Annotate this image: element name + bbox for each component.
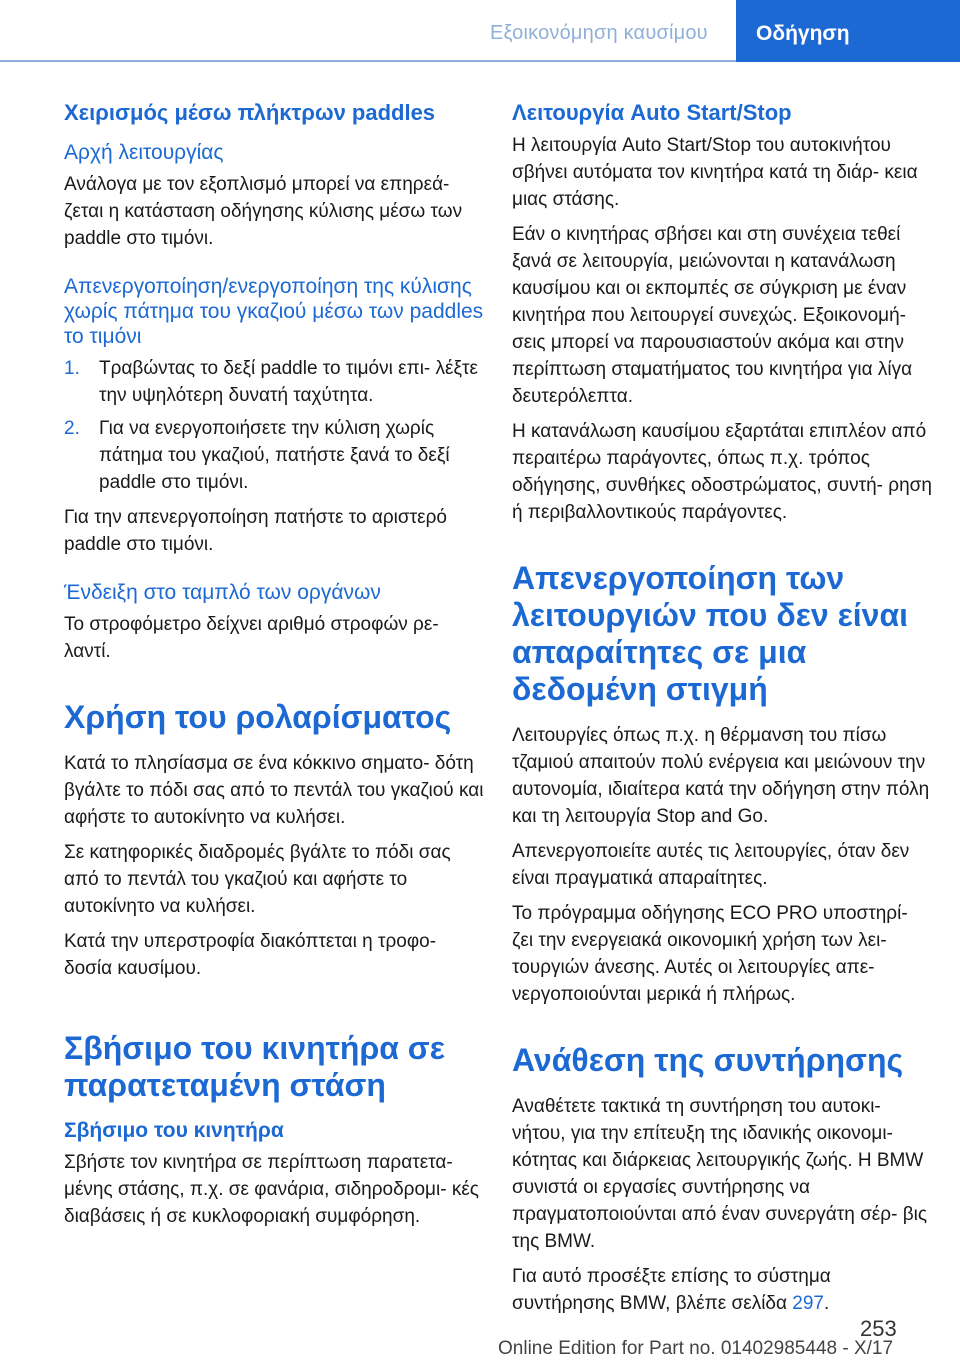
maintenance-reference-suffix: . [823, 1293, 830, 1314]
coasting-paragraph-3: Κατά την υπερστροφία διακόπτεται η τροφο‐ δοσία καυσίμου. [64, 931, 437, 979]
header-section-title: Εξοικονόμηση καυσίμου [490, 22, 708, 44]
left-column [64, 100, 484, 1238]
auto-start-stop-paragraph-3: Η κατανάλωση καυσίμου εξαρτάται επιπλέον από περαιτέρω παράγοντες, όπως π.χ. τρόπος οδήγησης, συνθήκες οδοστρώματος, συντή‐ ρηση ή περιβαλλοντικούς παράγοντες. [512, 421, 932, 523]
step-number: 1. [64, 358, 80, 379]
coasting-paragraph-1: Κατά το πλησίασμα σε ένα κόκκινο σηματο‐ δότη βγάλτε το πόδι σας από το πεντάλ του γκαζιού και αφήστε το αυτοκίνητο να κυλήσει. [64, 753, 484, 828]
engine-stop-heading: Σβήσιμο του κινητήρα σε παρατεταμένη στάση [64, 1030, 445, 1103]
display-text: Το στροφόμετρο δείχνει αριθμό στροφών ρε‐ λαντί. [64, 614, 439, 662]
edition-footer: Online Edition for Part no. 01402985448 - X/17 [498, 1338, 894, 1359]
page-header [0, 0, 960, 62]
right-column [512, 100, 932, 1325]
paddles-heading: Χειρισμός μέσω πλήκτρων paddles [64, 100, 436, 125]
auto-start-stop-paragraph-1: Η λειτουργία Auto Start/Stop του αυτοκινήτου σβήνει αυτόματα τον κινητήρα κατά τη διάρ‐ κεια μιας στάσης. [512, 135, 918, 210]
deactivate-functions-paragraph-1: Λειτουργίες όπως π.χ. η θέρμανση του πίσω τζαμιού απαιτούν πολύ ενέργεια και μειώνουν την αυτονομία, ιδιαίτερα κατά την οδήγηση στην πόλη και τη λειτουργία Stop and Go. [512, 725, 930, 827]
deactivate-text: Για την απενεργοποίηση πατήστε το αριστερό paddle στο τιμόνι. [64, 507, 447, 555]
coasting-paragraph-2: Σε κατηφορικές διαδρομές βγάλτε το πόδι σας από το πεντάλ του γκαζιού και αφήστε το αυτοκίνητο να κυλήσει. [64, 842, 451, 917]
maintenance-reference-text: Για αυτό προσέξτε επίσης το σύστημα συντήρησης BMW, βλέπε σελίδα [512, 1266, 831, 1314]
header-chapter-tab [736, 0, 960, 62]
step-item [64, 415, 484, 496]
principle-heading: Αρχή λειτουργίας [64, 141, 224, 164]
auto-start-stop-heading: Λειτουργία Auto Start/Stop [512, 100, 792, 125]
auto-start-stop-paragraph-2: Εάν ο κινητήρας σβήσει και στη συνέχεια τεθεί ξανά σε λειτουργία, μειώνονται η κατανάλωση καυσίμου και οι εκπομπές σε σύγκριση με έναν κινητήρα που λειτουργεί συνεχώς. Εξοικονομή‐ σεις μπορεί να παρουσιαστούν ακόμα και στην περίπτωση σταματήματος του κινητήρα για λίγα δευτερόλεπτα. [512, 224, 913, 407]
display-heading: Ένδειξη στο ταμπλό των οργάνων [64, 581, 381, 604]
toggle-coasting-heading: Απενεργοποίηση/ενεργοποίηση της κύλισης χωρίς πάτημα του γκαζιού μέσω των paddles το τιμόνι [64, 275, 484, 348]
step-text: Τραβώντας το δεξί paddle το τιμόνι επι‐ λέξτε την υψηλότερη δυνατή ταχύτητα. [99, 358, 478, 406]
step-item [64, 355, 484, 409]
header-divider [0, 60, 736, 62]
coasting-heading: Χρήση του ρολαρίσματος [64, 699, 452, 735]
deactivate-functions-paragraph-3: Το πρόγραμμα οδήγησης ECO PRO υποστηρί‐ ζει την ενεργειακά οικονομική χρήση των λει‐ τουργιών άνεσης. Αυτές οι λειτουργίες απε‐ νεργοποιούνται μερικά ή πλήρως. [512, 903, 908, 1005]
step-number: 2. [64, 418, 80, 439]
maintenance-heading: Ανάθεση της συντήρησης [512, 1042, 904, 1078]
deactivate-functions-heading: Απενεργοποίηση των λειτουργιών που δεν είναι απαραίτητες σε μια δεδομένη στιγμή [512, 560, 909, 707]
maintenance-paragraph-2 [512, 1263, 932, 1317]
engine-stop-subheading: Σβήσιμο του κινητήρα [64, 1119, 284, 1142]
principle-text: Ανάλογα με τον εξοπλισμό μπορεί να επηρεά‐ ζεται η κατάσταση οδήγησης κύλισης μέσω των paddle στο τιμόνι. [64, 174, 463, 249]
engine-stop-text: Σβήστε τον κινητήρα σε περίπτωση παρατετα‐ μένης στάσης, π.χ. σε φανάρια, σιδηροδρομι‐ κές διαβάσεις ή σε κυκλοφοριακή συμφόρηση. [64, 1152, 479, 1227]
step-text: Για να ενεργοποιήσετε την κύλιση χωρίς πάτημα του γκαζιού, πατήστε ξανά το δεξί paddle στο τιμόνι. [99, 418, 450, 493]
header-chapter-label: Οδήγηση [756, 22, 850, 45]
page-number: 253 [860, 1316, 897, 1341]
steps-list [64, 355, 484, 496]
page-reference-link[interactable]: 297 [792, 1293, 824, 1314]
deactivate-functions-paragraph-2: Απενεργοποιείτε αυτές τις λειτουργίες, όταν δεν είναι πραγματικά απαραίτητες. [512, 841, 910, 889]
maintenance-paragraph-1: Αναθέτετε τακτικά τη συντήρηση του αυτοκι‐ νήτου, για την επίτευξη της ιδανικής οικονομι‐ κότητας και διάρκειας λειτουργικής ζωής. Η BMW συνιστά οι εργασίες συντήρησης να πραγματοποιούνται από έναν συνεργάτη σέρ‐ βις της BMW. [512, 1096, 927, 1252]
